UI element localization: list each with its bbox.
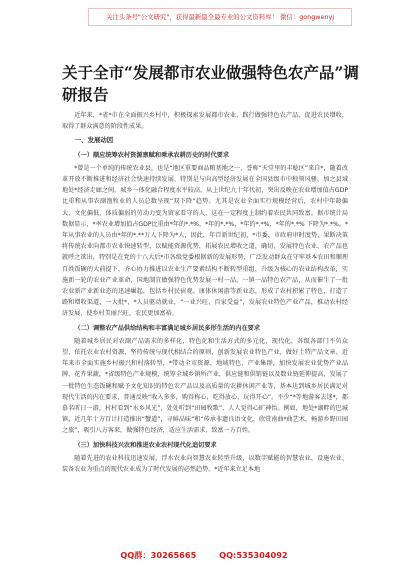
qq-number-label: QQ:535304092 (219, 550, 288, 560)
section-heading: 一、发展动因 (74, 136, 114, 145)
contact-footer (0, 548, 408, 562)
body-paragraph: *曾是一个单纯的传统农业县，也是“地区重要商品粮基地之一，誉称“天堂里的丰稔区”来自*，随着改革开放不断推进和经济社会快速持续发展，特别是与向高型经济发展在全国县级市中独领风骚，加之县域地处*经济走廊之间，城乡一体化融合程度水平较高，从上世纪九十年代初，突出反映在农业增加值占GDP比重和从事农副渔牧业的人员总数呈现“双下降”趋势。尤其是农业全面实行规模经营后，农村中年龄偏大、文化偏低、体质偏弱的劳动力变为留家看守的人，这在一定程度上制约着农民共同致富。据市统计局数据显示，*率农业增加值占GDP比重由*年的*.*%，*年的*.*%，*年的*.*%，*年的*.*% 下降为*.*%。*年从事农业的人员由*年的*.**万人下降为*人，因此，年百新世纪初，*市委、市政府审时度势，果断决策将传统农业向都市农业快速转型，以赋能资源优势，拓展农民增收之道，确切，发展特色农业、农产品也就呼之欲出，特别是在党的十八大后*市各级党委根据新的发展形势，广泛发动群众在守牢基本农田和顺理百姓饭碗的大前提下，齐心协力推进以农业生产要素结构不断转型重组，升级为核心的农业结构改革，实施新一轮的农业产业革命，国地制宜做强特色优势发展一村一品，一镇一品特色农产品，从而催生了一批农业新产业新业态的迅速崛起，包括乡村民宿观、康体休闲游等新业态，形成了农村积累了特色，打造了路和增收渠道，一大批*，*人员驱动就业，“一业兴旺，百家受益”，发展农业特色产业产品，推动农村经济发展，使乡村美丽兴旺，农民更加富裕。 (62, 164, 348, 318)
body-paragraph: 随着先进的农业科技迅速发展，浮水农业向智慧农业转型升级，以数字赋能的智慧农业、设施农业、装备农业为重点的现代农业成为了时代发展的必然趋势。*近年来立足本地 (62, 454, 348, 474)
document-title: 关于全市“发展都市农业做强特色农产品”调研报告 (62, 63, 359, 104)
promo-banner[interactable]: 关注头条号"公文研究"，获得最新最全最专业的公文资料库！ 微信：gongwenyj (88, 8, 352, 26)
document-body (62, 110, 348, 475)
body-paragraph: 随着城乡居民对农副产品需求的多样化，特色化和生活方式的多元化，现代化，各级各部门不负众望，依托农业农村资源，坚持传统与现代相结合的原则，创新发展农业特色产业，做好土特产品文章。近年来市全面实施乡村振兴和村落转型，*带动全市资源，地域特色、产业集群，加快发展农业优势产业品牌、花卉果蔬，*省级特色产业规模，统筹全域乡镇所产业，供应链和供销链以及数业链延伸提高，发展了一批特色生态饭碗和赋予文化知识的特色农产品以及高质量的农耕休闲产业等，基本达到城乡居民满足对现代生活的内在要求，普通反映“收入多多，购得称心，吃得放心，玩得开心”。不少“*等地游客去迷*，都慕名听日一游，村村看到“水乡风光”，处处听到“田园牧歌”，人人觉得心旷神怡。例如，地处*湖畔的巴城镇，近几年十方百计打造推出“蟹道”，寻鲜品味“和“传承非遗良语文化，欣赏南曲*曲艺术，畅游乡野田园之旅”，吸引八方客来，做强特色经济，适应生活需求，致富一方百姓。 (62, 337, 348, 435)
subsection-heading: （二）调整农产品供给结构和丰富满足城乡居民多形生活的内在要求 (74, 324, 261, 332)
qq-group-label: QQ群：30265665 (120, 550, 197, 560)
subsection-heading: （一）顺应统筹农村资源禀赋和乘承农耕历史的时代要求 (74, 151, 230, 159)
subsection-heading: （三）加快科技兴农和推进农业农村现代化追切要求 (74, 441, 217, 449)
intro-paragraph: 近年来，*省*市在全面振兴乡村中，积极探索发展都市农业，践行做强特色农产品、促进农民增收，取得了群众满意的阶段性成果。 (62, 112, 348, 131)
